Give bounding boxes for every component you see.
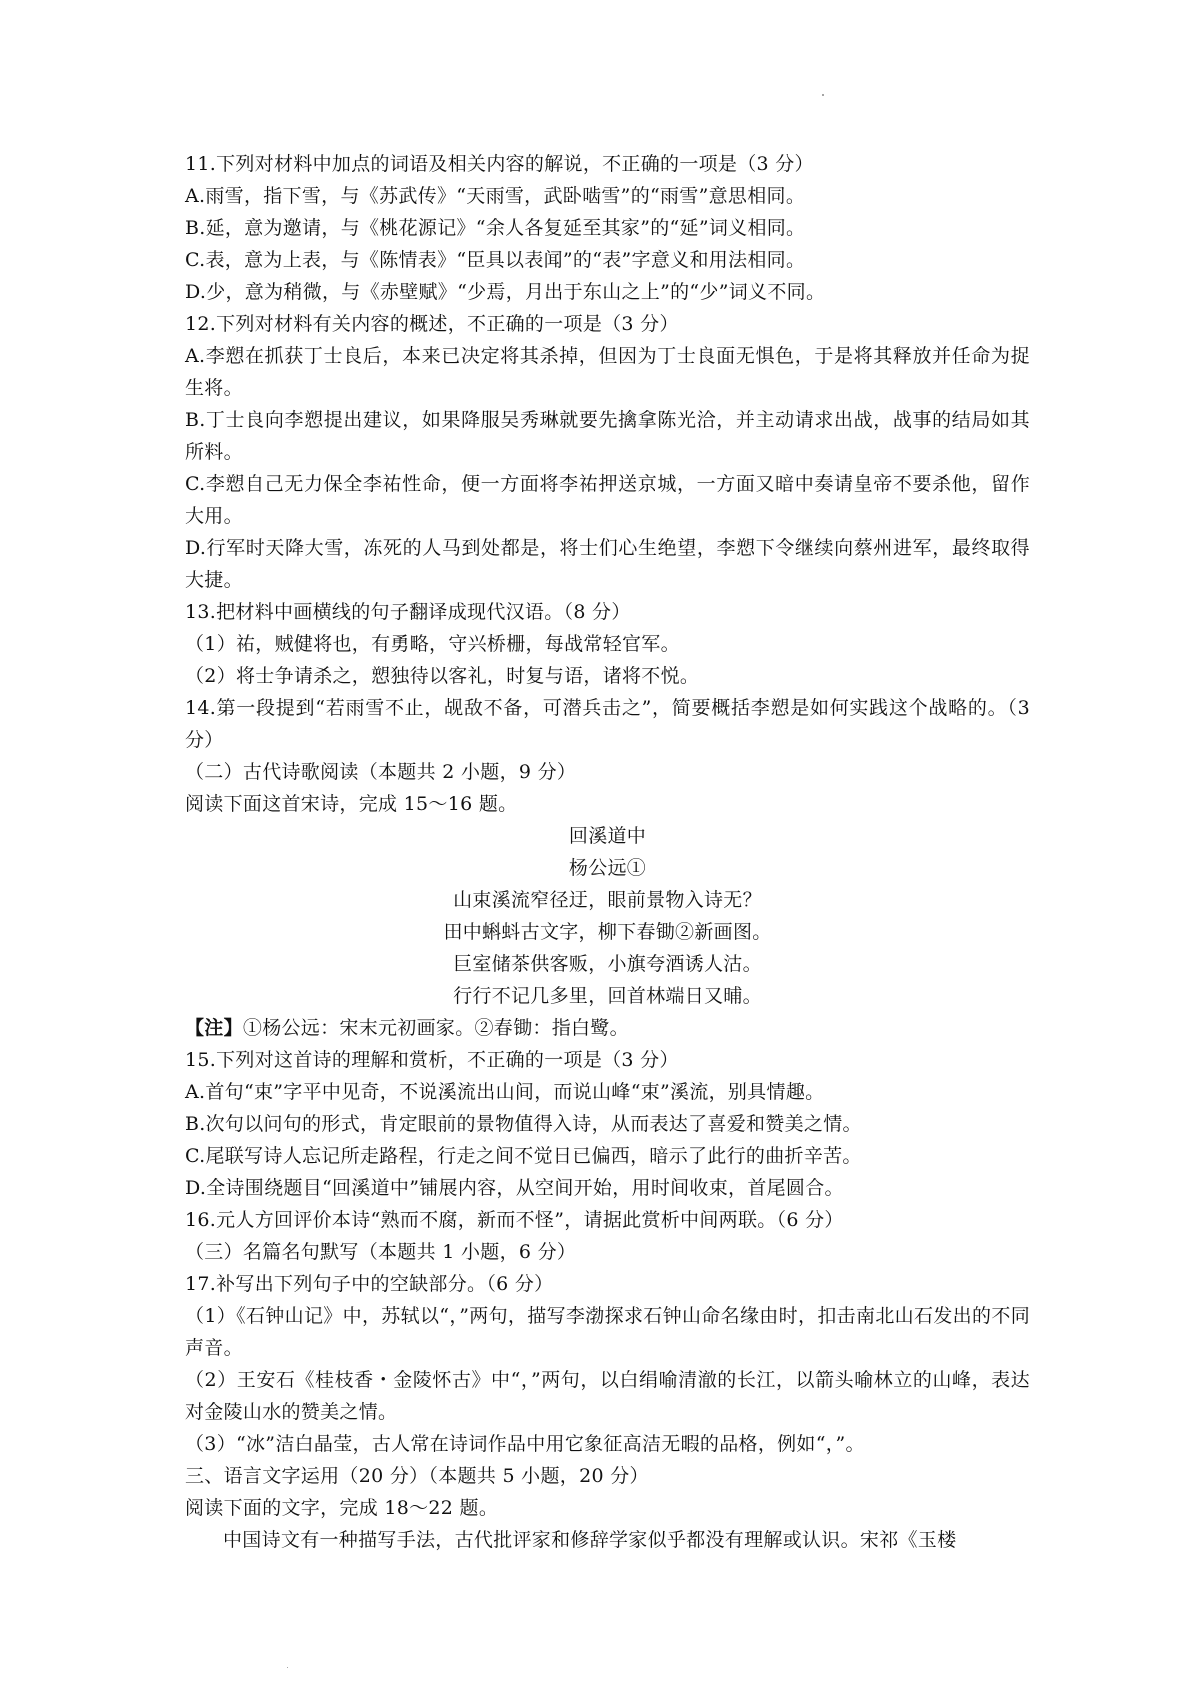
q13-item-1: （1）祐，贼健将也，有勇略，守兴桥栅，每战常轻官军。 bbox=[185, 633, 680, 655]
q12-option-a: A.李愬在抓获丁士良后，本来已决定将其杀掉，但因为丁士良面无惧色，于是将其释放并任命为捉生将。 bbox=[185, 345, 1030, 399]
q16-stem: 16.元人方回评价本诗“熟而不腐，新而不怪”，请据此赏析中间两联。（6 分） bbox=[185, 1209, 844, 1231]
poem-author: 杨公远① bbox=[568, 857, 647, 879]
scan-speck bbox=[822, 94, 824, 96]
q15-option-c: C.尾联写诗人忘记所走路程，行走之间不觉日已偏西，暗示了此行的曲折辛苦。 bbox=[185, 1145, 862, 1167]
q12-stem: 12.下列对材料有关内容的概述，不正确的一项是（3 分） bbox=[185, 313, 679, 335]
q15-option-b: B.次句以问句的形式，肯定眼前的景物值得入诗，从而表达了喜爱和赞美之情。 bbox=[185, 1113, 862, 1135]
poem-line-2: 田中蝌蚪古文字，柳下春锄②新画图。 bbox=[443, 921, 772, 943]
section2-intro: 阅读下面这首宋诗，完成 15～16 题。 bbox=[185, 793, 518, 815]
poem-line-4: 行行不记几多里，回首林端日又晡。 bbox=[453, 985, 762, 1007]
document-body bbox=[185, 148, 1030, 1556]
q17-item-1: （1）《石钟山记》中，苏轼以“，”两句，描写李渤探求石钟山命名缘由时，扣击南北山石发出的不同声音。 bbox=[185, 1305, 1030, 1359]
poem-title: 回溪道中 bbox=[568, 825, 647, 847]
q13-stem: 13.把材料中画横线的句子翻译成现代汉语。（8 分） bbox=[185, 601, 631, 623]
q17-item-3: （3）“冰”洁白晶莹，古人常在诗词作品中用它象征高洁无暇的品格，例如“，”。 bbox=[185, 1433, 865, 1455]
part3-paragraph: 中国诗文有一种描写手法，古代批评家和修辞学家似乎都没有理解或认识。宋祁《玉楼 bbox=[223, 1529, 957, 1551]
q15-stem: 15.下列对这首诗的理解和赏析，不正确的一项是（3 分） bbox=[185, 1049, 679, 1071]
q11-option-d: D.少，意为稍微，与《赤壁赋》“少焉，月出于东山之上”的“少”词义不同。 bbox=[185, 281, 826, 303]
q15-option-d: D.全诗围绕题目“回溪道中”铺展内容，从空间开始，用时间收束，首尾圆合。 bbox=[185, 1177, 844, 1199]
part3-heading: 三、语言文字运用（20 分）（本题共 5 小题，20 分） bbox=[185, 1465, 649, 1487]
part3-intro: 阅读下面的文字，完成 18～22 题。 bbox=[185, 1497, 499, 1519]
scan-speck bbox=[287, 1667, 288, 1668]
q11-stem: 11.下列对材料中加点的词语及相关内容的解说，不正确的一项是（3 分） bbox=[185, 153, 814, 175]
section3-heading: （三）名篇名句默写（本题共 1 小题，6 分） bbox=[185, 1241, 577, 1263]
poem-note bbox=[185, 1012, 1030, 1044]
poem-note-mark: 【注】 bbox=[185, 1017, 243, 1039]
q12-option-d: D.行军时天降大雪，冻死的人马到处都是，将士们心生绝望，李愬下令继续向蔡州进军，最终取得大捷。 bbox=[185, 537, 1030, 591]
section2-heading: （二）古代诗歌阅读（本题共 2 小题，9 分） bbox=[185, 761, 577, 783]
poem-note-text: ①杨公远：宋末元初画家。②春锄：指白鹭。 bbox=[242, 1017, 629, 1039]
q17-item-2: （2）王安石《桂枝香・金陵怀古》中“，”两句，以白绢喻清澈的长江，以箭头喻林立的山峰，表达对金陵山水的赞美之情。 bbox=[185, 1369, 1030, 1423]
poem-line-1: 山束溪流窄径迂，眼前景物入诗无？ bbox=[453, 889, 762, 911]
q11-option-c: C.表，意为上表，与《陈情表》“臣具以表闻”的“表”字意义和用法相同。 bbox=[185, 249, 806, 271]
q14-stem: 14.第一段提到“若雨雪不止，觇敌不备，可潜兵击之”，简要概括李愬是如何实践这个战略的。（3 分） bbox=[185, 697, 1030, 751]
q17-stem: 17.补写出下列句子中的空缺部分。（6 分） bbox=[185, 1273, 554, 1295]
q12-option-c: C.李愬自己无力保全李祐性命，便一方面将李祐押送京城，一方面又暗中奏请皇帝不要杀他，留作大用。 bbox=[185, 473, 1030, 527]
poem-line-3: 巨室储茶供客贩，小旗夸酒诱人沽。 bbox=[453, 953, 762, 975]
q11-option-b: B.延，意为邀请，与《桃花源记》“余人各复延至其家”的“延”词义相同。 bbox=[185, 217, 806, 239]
q15-option-a: A.首句“束”字平中见奇，不说溪流出山间，而说山峰“束”溪流，别具情趣。 bbox=[185, 1081, 825, 1103]
q11-option-a: A.雨雪，指下雪，与《苏武传》“天雨雪，武卧啮雪”的“雨雪”意思相同。 bbox=[185, 185, 806, 207]
q13-item-2: （2）将士争请杀之，愬独待以客礼，时复与语，诸将不悦。 bbox=[185, 665, 700, 687]
q12-option-b: B.丁士良向李愬提出建议，如果降服吴秀琳就要先擒拿陈光洽，并主动请求出战，战事的结局如其所料。 bbox=[185, 409, 1030, 463]
